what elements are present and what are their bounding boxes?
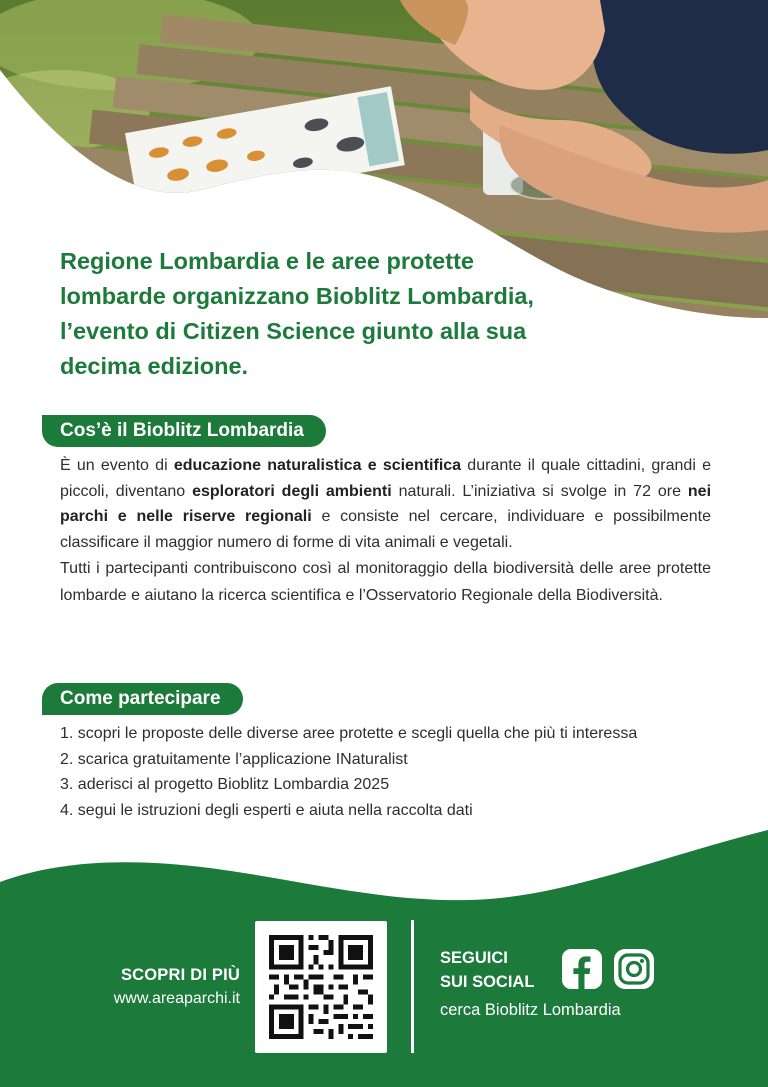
discover-title: SCOPRI DI PIÙ: [120, 966, 240, 984]
paragraph-participants: Tutti i partecipanti contribuiscono così al monitoraggio della biodiversità delle aree protette lombarde e aiutano la ricerca scientifica e l’Osservatorio Regionale della Biodiversità.: [60, 560, 711, 604]
social-search-hint: cerca Bioblitz Lombardia: [440, 1001, 621, 1019]
social-heading-line1: SEGUICI: [440, 949, 508, 967]
text-run: e consiste nel cercare, individuare e possibilmente classificare il maggior numero di forme di vita animali e vegetali.: [60, 508, 712, 551]
website-link[interactable]: www.areaparchi.it: [113, 990, 240, 1007]
list-item: 1. scopri le proposte delle diverse aree protette e scegli quella che più ti interessa: [60, 725, 638, 742]
text-run: È un evento di: [60, 457, 174, 474]
bold-text: educazione naturalistica e scientifica: [173, 457, 462, 474]
list-item: 4. segui le istruzioni degli esperti e aiuta nella raccolta dati: [60, 801, 473, 819]
bold-text: nei parchi e nelle riserve regionali: [60, 482, 712, 525]
facebook-icon[interactable]: [561, 948, 603, 990]
section-title-what: Cos’è il Bioblitz Lombardia: [42, 415, 326, 447]
social-heading-line2: SUI SOCIAL: [440, 973, 535, 991]
list-item: 2. scarica gratuitamente l’applicazione INaturalist: [60, 750, 408, 768]
instagram-icon[interactable]: [613, 948, 655, 990]
text-run: naturali. L’iniziativa si svolge in 72 ore: [391, 482, 688, 500]
qr-code-icon: [269, 935, 373, 1039]
qr-code[interactable]: [255, 921, 387, 1053]
steps-list: [60, 721, 740, 823]
headline: Regione Lombardia e le aree protette lombarde organizzano Bioblitz Lombardia, l’evento di Citizen Science giunto alla sua decima edizione.: [60, 248, 534, 379]
footer-divider: [411, 920, 414, 1053]
social-heading: [440, 946, 560, 994]
paragraph-description: [60, 453, 711, 555]
bold-text: esploratori degli ambienti: [192, 482, 392, 500]
list-item: 3. aderisci al progetto Bioblitz Lombardia 2025: [60, 776, 390, 793]
section-title-how: Come partecipare: [42, 683, 243, 715]
text-run: durante il quale cittadini, grandi e piccoli, diventano: [60, 457, 712, 500]
section-what-body: [60, 453, 711, 609]
